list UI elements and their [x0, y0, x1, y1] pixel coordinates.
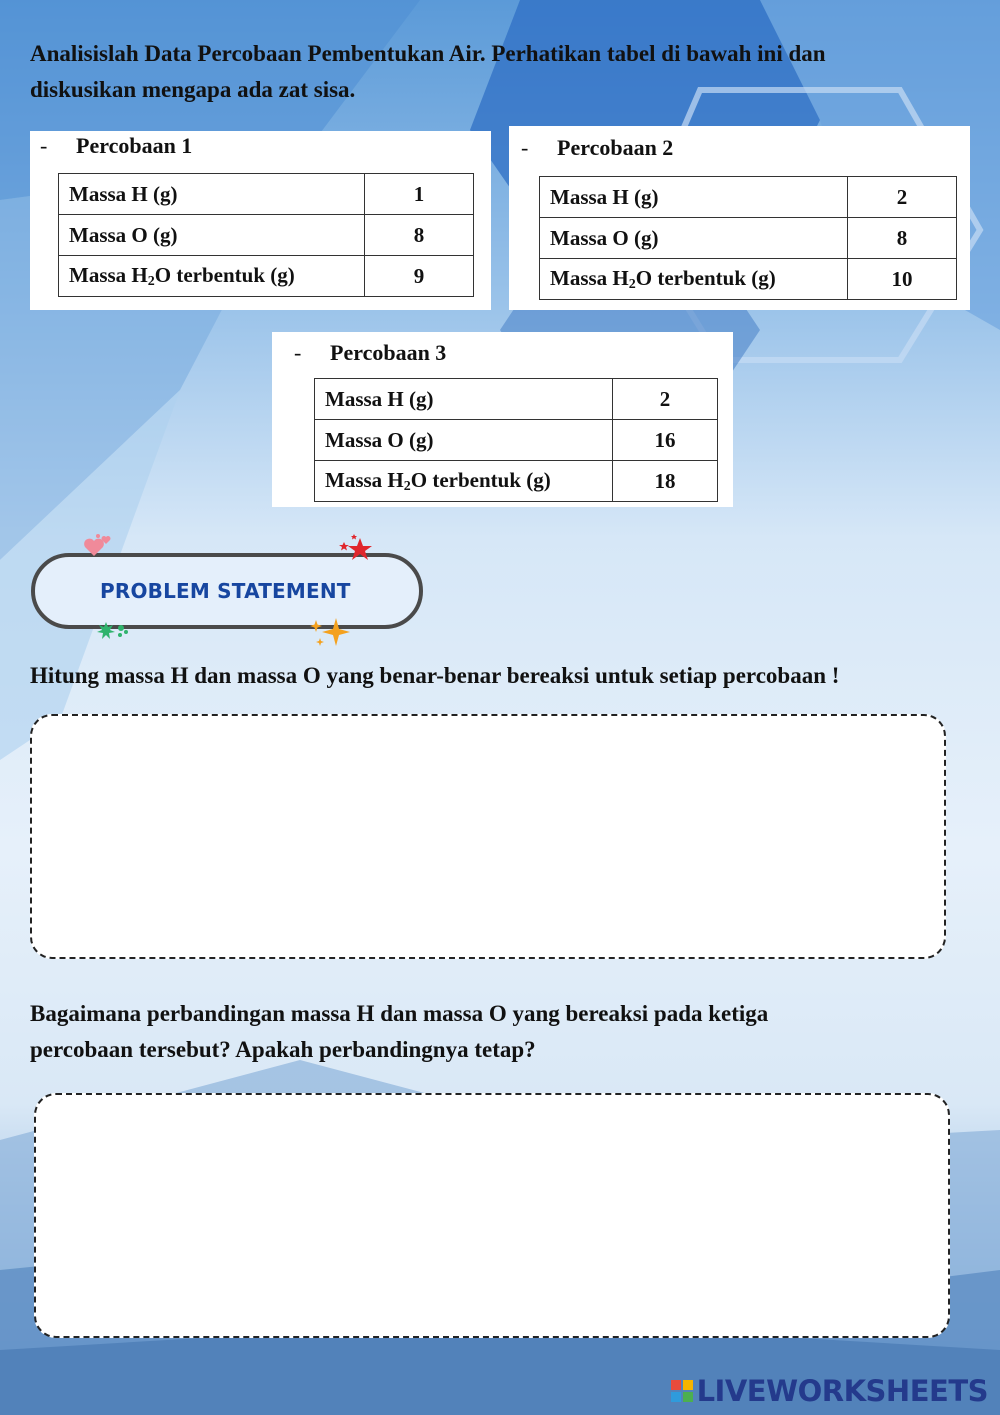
- liveworksheets-logo-icon: [671, 1380, 693, 1402]
- table-row: [315, 379, 718, 420]
- row-value: 2: [613, 379, 718, 420]
- brand-name: LIVEWORKSHEETS: [696, 1374, 988, 1408]
- table-row: [540, 218, 957, 259]
- table-row: [540, 177, 957, 218]
- row-label: Massa O (g): [315, 420, 613, 461]
- row-value: 1: [365, 174, 474, 215]
- row-label: Massa H (g): [540, 177, 848, 218]
- problem-statement-label: PROBLEM STATEMENT: [100, 579, 351, 603]
- answer-box-2[interactable]: [34, 1093, 950, 1338]
- experiment-2-card: [509, 126, 970, 310]
- experiment-2-table: [539, 176, 957, 300]
- experiment-2-title: - Percobaan 2: [521, 135, 674, 160]
- row-value: 8: [365, 215, 474, 256]
- table-row: [59, 215, 474, 256]
- row-value: 16: [613, 420, 718, 461]
- row-value: 9: [365, 256, 474, 297]
- row-label: Massa H (g): [315, 379, 613, 420]
- question-1: Hitung massa H dan massa O yang benar-benar bereaksi untuk setiap percobaan !: [30, 663, 840, 688]
- sparkle-icon: [306, 614, 354, 650]
- stars-icon: [336, 534, 374, 564]
- instructions-text: Analisislah Data Percobaan Pembentukan Air. Perhatikan tabel di bawah ini dan diskusikan mengapa ada zat sisa.: [30, 41, 826, 102]
- row-label: Massa $H_2O$ terbentuk (g): [59, 256, 365, 297]
- liveworksheets-logo: [671, 1374, 988, 1408]
- row-value: 18: [613, 461, 718, 502]
- experiment-1-card: [30, 131, 491, 310]
- experiment-1-table: [58, 173, 474, 297]
- answer-box-1[interactable]: [30, 714, 946, 959]
- row-label: Massa $H_2O$ terbentuk (g): [315, 461, 613, 502]
- experiment-3-title: - Percobaan 3: [294, 340, 447, 365]
- splat-icon: [96, 620, 130, 642]
- row-label: Massa H (g): [59, 174, 365, 215]
- row-label: Massa O (g): [59, 215, 365, 256]
- table-row: [315, 461, 718, 502]
- row-label: Massa O (g): [540, 218, 848, 259]
- row-value: 10: [848, 259, 957, 300]
- table-row: [59, 174, 474, 215]
- row-value: 2: [848, 177, 957, 218]
- hearts-icon: [82, 532, 114, 560]
- table-row: [315, 420, 718, 461]
- row-value: 8: [848, 218, 957, 259]
- table-row: [59, 256, 474, 297]
- experiment-3-table: [314, 378, 718, 502]
- experiment-3-card: [272, 332, 733, 507]
- row-label: Massa $H_2O$ terbentuk (g): [540, 259, 848, 300]
- experiment-1-title: - Percobaan 1: [40, 133, 193, 158]
- question-2: Bagaimana perbandingan massa H dan massa O yang bereaksi pada ketiga percobaan tersebut? Apakah perbandingnya tetap?: [30, 1001, 769, 1062]
- table-row: [540, 259, 957, 300]
